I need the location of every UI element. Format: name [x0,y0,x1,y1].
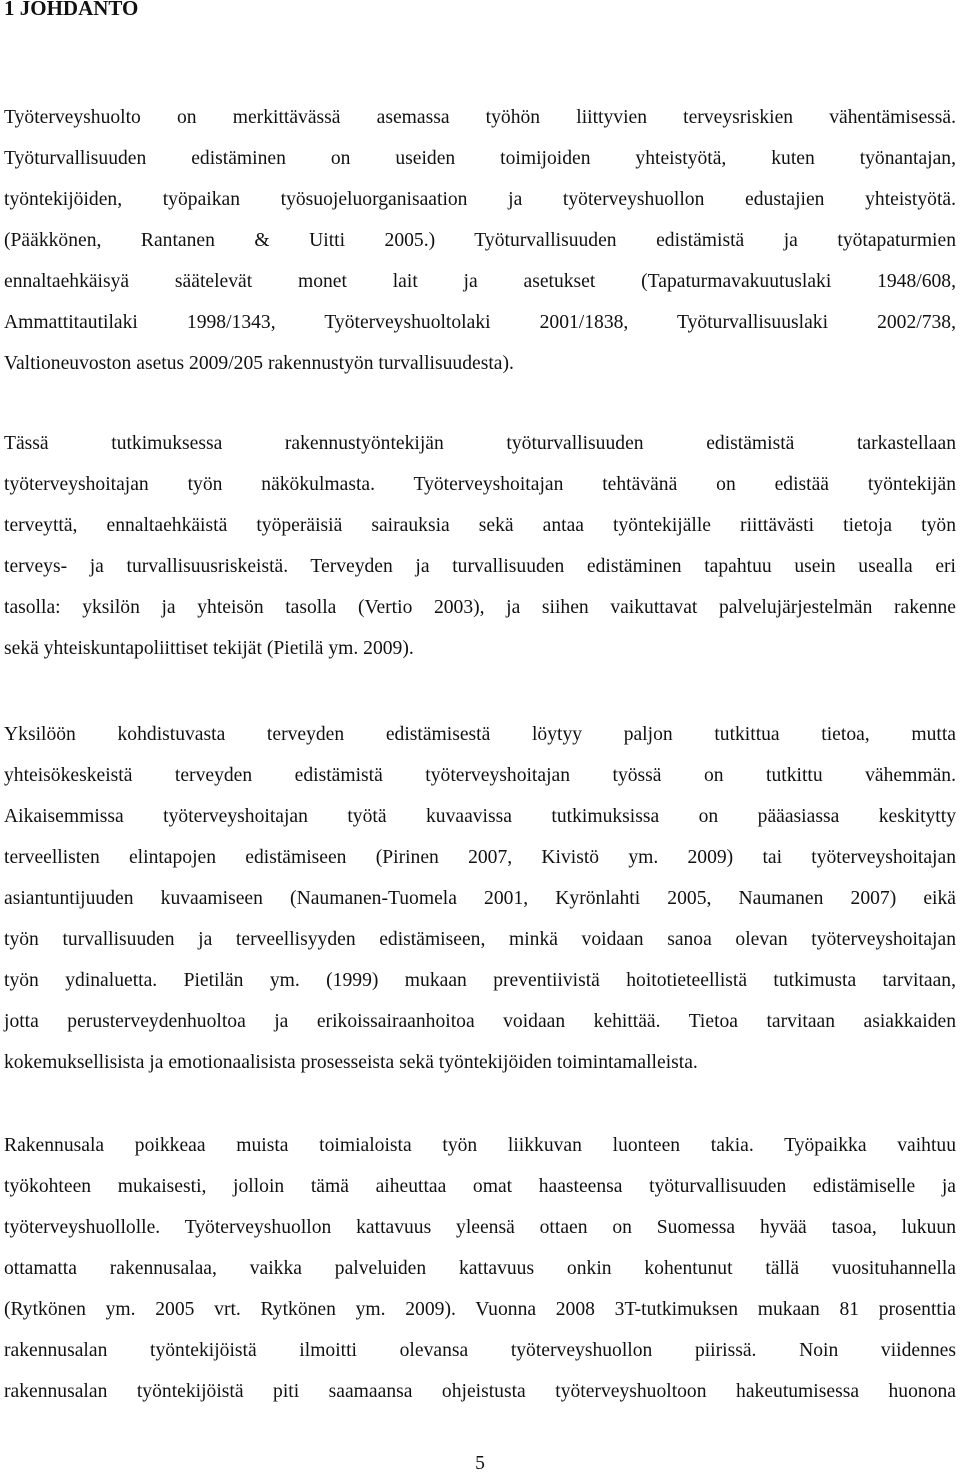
text-line: (Rytkönen ym. 2005 vrt. Rytkönen ym. 2009). Vuonna 2008 3T-tutkimuksen mukaan 81 prosenttia [4,1299,956,1320]
text-line: rakennusalan työntekijöistä piti saamaansa ohjeistusta työterveyshuoltoon hakeutumisessa huonona [4,1381,956,1402]
text-line: kokemuksellisista ja emotionaalisista prosesseista sekä työntekijöiden toimintamalleista. [4,1052,698,1073]
text-line: terveys- ja turvallisuusriskeistä. Terveyden ja turvallisuuden edistäminen tapahtuu usein usealla eri [4,556,956,577]
text-line: työntekijöiden, työpaikan työsuojeluorganisaation ja työterveyshuollon edustajien yhteistyötä. [4,189,956,210]
text-line: Tässä tutkimuksessa rakennustyöntekijän työturvallisuuden edistämistä tarkastellaan [4,433,956,454]
chapter-heading: 1 JOHDANTO [4,0,139,20]
paragraph-2 [4,423,956,669]
text-line: Aikaisemmissa työterveyshoitajan työtä kuvaavissa tutkimuksissa on pääasiassa keskitytty [4,806,956,827]
text-line: terveellisten elintapojen edistämiseen (Pirinen 2007, Kivistö ym. 2009) tai työterveyshoitajan [4,847,956,868]
text-line: ottamatta rakennusalaa, vaikka palveluiden kattavuus onkin kohentunut tällä vuosituhannella [4,1258,956,1279]
text-line: työterveyshoitajan työn näkökulmasta. Työterveyshoitajan tehtävänä on edistää työntekijän [4,474,956,495]
text-line: työn ydinaluetta. Pietilän ym. (1999) mukaan preventiivistä hoitotieteellistä tutkimusta tarvitaan, [4,970,956,991]
text-line: asiantuntijuuden kuvaamiseen (Naumanen-Tuomela 2001, Kyrönlahti 2005, Naumanen 2007) eikä [4,888,956,909]
text-line: Valtioneuvoston asetus 2009/205 rakennustyön turvallisuudesta). [4,353,514,374]
text-line: jotta perusterveydenhuoltoa ja erikoissairaanhoitoa voidaan kehittää. Tietoa tarvitaan asiakkaiden [4,1011,956,1032]
text-line: terveyttä, ennaltaehkäistä työperäisiä sairauksia sekä antaa työntekijälle riittävästi tietoja työn [4,515,956,536]
text-line: Työturvallisuuden edistäminen on useiden toimijoiden yhteistyötä, kuten työnantajan, [4,148,956,169]
paragraph-3 [4,714,956,1083]
text-line: Työterveyshuolto on merkittävässä asemassa työhön liittyvien terveysriskien vähentämisessä. [4,107,956,128]
text-line: työterveyshuollolle. Työterveyshuollon kattavuus yleensä ottaen on Suomessa hyvää tasoa, lukuun [4,1217,956,1238]
text-line: Rakennusala poikkeaa muista toimialoista työn liikkuvan luonteen takia. Työpaikka vaihtuu [4,1135,956,1156]
text-line: Yksilöön kohdistuvasta terveyden edistämisestä löytyy paljon tutkittua tietoa, mutta [4,724,956,745]
text-line: Ammattitautilaki 1998/1343, Työterveyshuoltolaki 2001/1838, Työturvallisuuslaki 2002/738, [4,312,956,333]
page-number: 5 [475,1453,485,1474]
text-line: sekä yhteiskuntapoliittiset tekijät (Pietilä ym. 2009). [4,638,414,659]
text-line: työn turvallisuuden ja terveellisyyden edistämiseen, minkä voidaan sanoa olevan työterveyshoitajan [4,929,956,950]
text-line: (Pääkkönen, Rantanen & Uitti 2005.) Työturvallisuuden edistämistä ja työtapaturmien [4,230,956,251]
paragraph-1 [4,97,956,384]
paragraph-4 [4,1125,956,1412]
text-line: rakennusalan työntekijöistä ilmoitti olevansa työterveyshuollon piirissä. Noin viidennes [4,1340,956,1361]
text-line: ennaltaehkäisyä säätelevät monet lait ja asetukset (Tapaturmavakuutuslaki 1948/608, [4,271,956,292]
text-line: yhteisökeskeistä terveyden edistämistä työterveyshoitajan työssä on tutkittu vähemmän. [4,765,956,786]
text-line: työkohteen mukaisesti, jolloin tämä aiheuttaa omat haasteensa työturvallisuuden edistämiselle ja [4,1176,956,1197]
text-line: tasolla: yksilön ja yhteisön tasolla (Vertio 2003), ja siihen vaikuttavat palvelujärjestelmän rakenne [4,597,956,618]
